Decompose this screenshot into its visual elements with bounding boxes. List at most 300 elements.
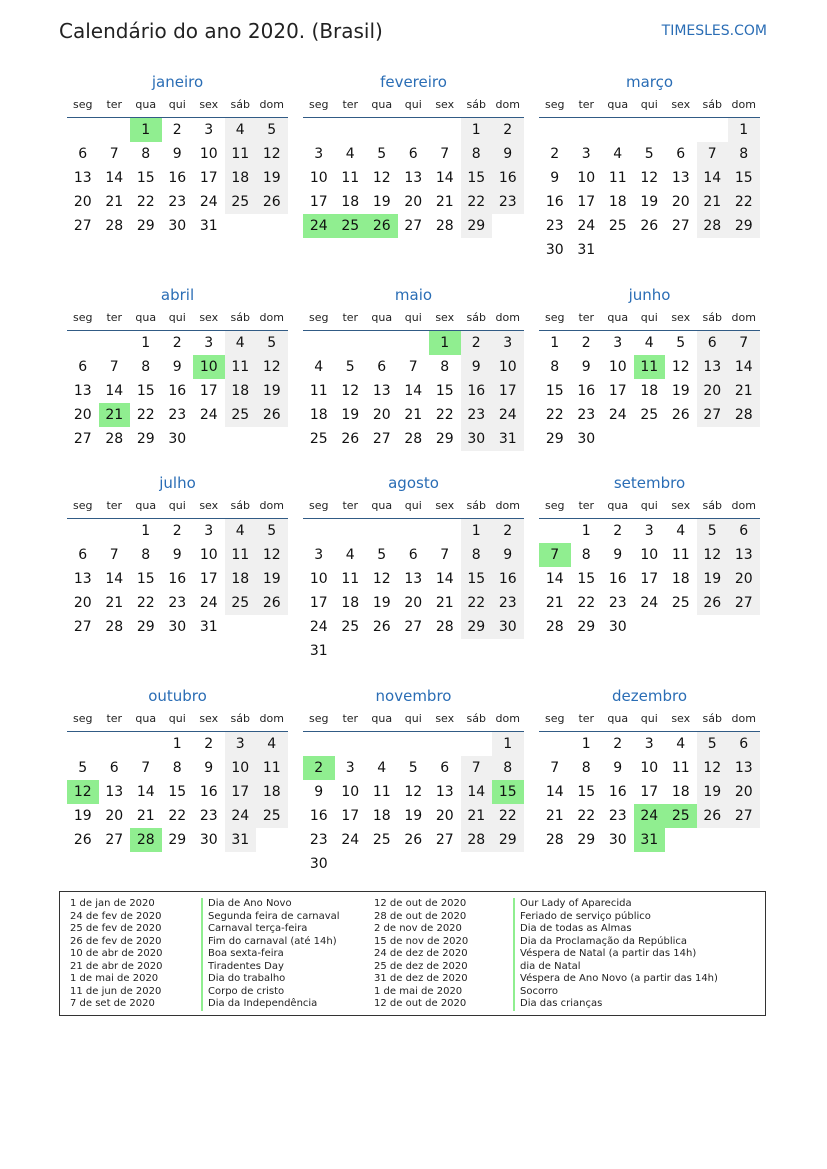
day-cell: 16 <box>608 784 627 800</box>
day-cell: 14 <box>461 780 493 804</box>
legend-holiday-name: Fim do carnaval (até 14h) <box>201 936 340 949</box>
day-cell: 12 <box>256 543 288 567</box>
legend-holiday-name: Corpo de cristo <box>201 986 340 999</box>
day-cell: 29 <box>461 615 493 639</box>
weekday-label: seg <box>73 712 93 725</box>
day-cell: 21 <box>435 595 454 611</box>
day-cell: 30 <box>545 242 564 258</box>
day-cell: 27 <box>73 218 92 234</box>
weekday-label: seg <box>545 712 565 725</box>
day-cell: 4 <box>256 732 288 756</box>
day-cell: 4 <box>345 146 355 162</box>
day-cell: 19 <box>404 808 423 824</box>
day-cell: 5 <box>408 760 418 776</box>
holiday-day-cell: 11 <box>634 355 666 379</box>
day-cell: 27 <box>404 218 423 234</box>
day-cell: 18 <box>309 407 328 423</box>
day-cell: 31 <box>199 218 218 234</box>
day-cell: 11 <box>225 355 257 379</box>
day-cell: 14 <box>105 571 124 587</box>
day-cell: 11 <box>671 760 690 776</box>
day-cell: 14 <box>404 383 423 399</box>
legend-holiday-name: Dia do trabalho <box>201 973 340 986</box>
holiday-day-cell: 15 <box>492 780 524 804</box>
day-cell: 11 <box>341 571 360 587</box>
day-cell: 31 <box>199 619 218 635</box>
month-julho <box>67 472 288 639</box>
weekday-header <box>303 707 524 732</box>
day-cell: 7 <box>109 547 119 563</box>
day-cell: 29 <box>461 214 493 238</box>
day-cell: 21 <box>105 194 124 210</box>
day-cell: 16 <box>461 379 493 403</box>
day-cell: 26 <box>697 591 729 615</box>
month-name: outubro <box>148 687 207 705</box>
legend-date: 15 de nov de 2020 <box>374 935 469 947</box>
day-cell: 4 <box>676 736 686 752</box>
month-outubro <box>67 685 288 852</box>
day-grid <box>67 519 288 639</box>
weekday-label: qui <box>640 311 658 324</box>
month-name: janeiro <box>151 73 204 91</box>
weekday-label: sex <box>435 98 455 111</box>
day-cell: 23 <box>608 808 627 824</box>
day-cell: 28 <box>728 403 760 427</box>
weekday-label: ter <box>106 499 123 512</box>
legend-dates-column-1 <box>70 898 162 1011</box>
weekday-label: qui <box>168 712 186 725</box>
day-cell: 7 <box>440 547 450 563</box>
day-cell: 5 <box>644 146 654 162</box>
day-cell: 18 <box>256 780 288 804</box>
day-cell: 25 <box>225 591 257 615</box>
weekday-label: dom <box>495 499 520 512</box>
weekday-label: sáb <box>466 499 486 512</box>
day-cell: 21 <box>545 808 564 824</box>
day-cell: 15 <box>577 784 596 800</box>
day-cell: 9 <box>172 146 182 162</box>
day-cell: 20 <box>105 808 124 824</box>
day-cell: 17 <box>199 383 218 399</box>
day-cell: 4 <box>613 146 623 162</box>
empty-cell <box>539 519 571 543</box>
weekday-label: sáb <box>466 98 486 111</box>
day-cell: 21 <box>545 595 564 611</box>
day-cell: 16 <box>168 170 187 186</box>
day-cell: 27 <box>372 431 391 447</box>
day-cell: 25 <box>640 407 659 423</box>
day-cell: 8 <box>581 547 591 563</box>
weekday-label: seg <box>309 98 329 111</box>
weekday-label: ter <box>342 499 359 512</box>
weekday-label: sáb <box>230 311 250 324</box>
weekday-label: seg <box>73 98 93 111</box>
day-cell: 2 <box>461 331 493 355</box>
empty-cell <box>366 519 398 543</box>
day-cell: 23 <box>168 407 187 423</box>
empty-cell <box>398 118 430 142</box>
month-novembro <box>303 685 524 876</box>
weekday-label: qua <box>607 499 629 512</box>
day-cell: 1 <box>550 335 560 351</box>
day-cell: 9 <box>314 784 324 800</box>
day-cell: 2 <box>204 736 214 752</box>
day-cell: 26 <box>671 407 690 423</box>
day-cell: 20 <box>372 407 391 423</box>
legend-date: 7 de set de 2020 <box>70 998 155 1009</box>
weekday-label: dom <box>731 712 756 725</box>
day-cell: 23 <box>545 218 564 234</box>
day-cell: 16 <box>168 571 187 587</box>
empty-cell <box>429 519 461 543</box>
day-cell: 29 <box>168 832 187 848</box>
empty-cell <box>429 118 461 142</box>
weekday-header <box>67 93 288 118</box>
day-cell: 10 <box>309 170 328 186</box>
day-cell: 23 <box>309 832 328 848</box>
empty-cell <box>99 732 131 756</box>
legend-date: 10 de abr de 2020 <box>70 948 163 959</box>
day-cell: 4 <box>314 359 324 375</box>
day-cell: 6 <box>440 760 450 776</box>
holiday-legend <box>59 891 766 1016</box>
day-cell: 5 <box>256 331 288 355</box>
day-cell: 31 <box>577 242 596 258</box>
day-cell: 9 <box>172 547 182 563</box>
month-setembro <box>539 472 760 639</box>
weekday-label: qua <box>135 98 157 111</box>
legend-date: 1 de mai de 2020 <box>374 985 463 997</box>
day-cell: 12 <box>697 543 729 567</box>
month-name: novembro <box>375 687 452 705</box>
weekday-header <box>303 494 524 519</box>
day-cell: 11 <box>225 543 257 567</box>
day-cell: 16 <box>199 784 218 800</box>
weekday-label: sáb <box>230 98 250 111</box>
day-cell: 6 <box>408 146 418 162</box>
weekday-label: qua <box>607 98 629 111</box>
day-cell: 23 <box>577 407 596 423</box>
day-cell: 7 <box>697 142 729 166</box>
day-cell: 14 <box>545 784 564 800</box>
day-cell: 19 <box>697 567 729 591</box>
day-cell: 15 <box>136 170 155 186</box>
day-cell: 17 <box>225 780 257 804</box>
day-grid <box>539 732 760 852</box>
weekday-label: qua <box>607 311 629 324</box>
day-cell: 11 <box>341 170 360 186</box>
weekday-label: qui <box>404 712 422 725</box>
day-cell: 9 <box>613 547 623 563</box>
day-cell: 30 <box>168 431 187 447</box>
day-cell: 4 <box>644 335 654 351</box>
holiday-day-cell: 28 <box>130 828 162 852</box>
empty-cell <box>99 519 131 543</box>
legend-holiday-name: Dia da Proclamação da República <box>513 936 718 949</box>
day-cell: 30 <box>608 832 627 848</box>
weekday-label: qui <box>404 311 422 324</box>
month-janeiro <box>67 71 288 238</box>
day-cell: 17 <box>640 784 659 800</box>
day-cell: 21 <box>404 407 423 423</box>
weekday-label: qua <box>371 499 393 512</box>
empty-cell <box>130 732 162 756</box>
weekday-label: qui <box>168 311 186 324</box>
weekday-header <box>539 93 760 118</box>
day-cell: 17 <box>341 808 360 824</box>
day-cell: 22 <box>577 595 596 611</box>
day-cell: 24 <box>199 407 218 423</box>
legend-holiday-name: Dia de todas as Almas <box>513 923 718 936</box>
day-cell: 17 <box>640 571 659 587</box>
day-cell: 22 <box>577 808 596 824</box>
day-grid <box>539 331 760 451</box>
holiday-day-cell: 25 <box>665 804 697 828</box>
legend-holiday-name: Boa sexta-feira <box>201 948 340 961</box>
weekday-label: sáb <box>702 712 722 725</box>
day-cell: 26 <box>256 591 288 615</box>
day-cell: 23 <box>168 194 187 210</box>
day-cell: 1 <box>172 736 182 752</box>
day-cell: 20 <box>404 194 423 210</box>
weekday-label: sáb <box>230 712 250 725</box>
day-cell: 20 <box>404 595 423 611</box>
weekday-label: dom <box>495 98 520 111</box>
weekday-label: sex <box>199 311 219 324</box>
holiday-day-cell: 2 <box>303 756 335 780</box>
day-cell: 16 <box>577 383 596 399</box>
day-cell: 24 <box>608 407 627 423</box>
weekday-label: dom <box>495 311 520 324</box>
day-cell: 30 <box>199 832 218 848</box>
day-cell: 15 <box>461 567 493 591</box>
empty-cell <box>366 331 398 355</box>
month-abril <box>67 284 288 451</box>
day-cell: 27 <box>435 832 454 848</box>
day-cell: 30 <box>461 427 493 451</box>
month-name: agosto <box>388 474 439 492</box>
day-cell: 14 <box>105 170 124 186</box>
day-cell: 15 <box>435 383 454 399</box>
legend-holiday-name: Socorro <box>513 986 718 999</box>
day-cell: 3 <box>644 523 654 539</box>
day-cell: 28 <box>105 218 124 234</box>
day-cell: 12 <box>256 355 288 379</box>
weekday-label: dom <box>731 98 756 111</box>
weekday-label: dom <box>259 499 284 512</box>
holiday-day-cell: 1 <box>429 331 461 355</box>
day-cell: 14 <box>728 355 760 379</box>
day-cell: 14 <box>105 383 124 399</box>
empty-cell <box>366 118 398 142</box>
holiday-day-cell: 21 <box>99 403 131 427</box>
legend-holiday-name: dia de Natal <box>513 961 718 974</box>
day-cell: 18 <box>341 194 360 210</box>
day-cell: 19 <box>640 194 659 210</box>
weekday-header <box>67 707 288 732</box>
empty-cell <box>335 118 367 142</box>
day-cell: 4 <box>345 547 355 563</box>
day-cell: 18 <box>225 567 257 591</box>
weekday-label: sex <box>671 311 691 324</box>
day-cell: 11 <box>372 784 391 800</box>
day-cell: 21 <box>461 804 493 828</box>
day-cell: 19 <box>256 166 288 190</box>
weekday-label: qui <box>640 499 658 512</box>
weekday-label: sáb <box>466 311 486 324</box>
day-cell: 25 <box>225 190 257 214</box>
weekday-label: ter <box>578 499 595 512</box>
day-cell: 22 <box>435 407 454 423</box>
weekday-label: qui <box>168 499 186 512</box>
day-cell: 23 <box>199 808 218 824</box>
month-dezembro <box>539 685 760 852</box>
legend-holiday-name: Dia das crianças <box>513 998 718 1011</box>
weekday-header <box>539 494 760 519</box>
day-cell: 20 <box>697 379 729 403</box>
day-cell: 8 <box>172 760 182 776</box>
empty-cell <box>67 118 99 142</box>
day-cell: 8 <box>141 146 151 162</box>
weekday-label: sex <box>199 499 219 512</box>
month-name: junho <box>628 286 671 304</box>
empty-cell <box>67 732 99 756</box>
legend-names-column-2 <box>513 898 718 1011</box>
day-cell: 4 <box>225 118 257 142</box>
day-cell: 26 <box>640 218 659 234</box>
day-cell: 26 <box>256 190 288 214</box>
legend-holiday-name: Our Lady of Aparecida <box>513 898 718 911</box>
weekday-label: sáb <box>230 499 250 512</box>
day-cell: 30 <box>492 615 524 639</box>
day-cell: 7 <box>109 146 119 162</box>
legend-holiday-name: Dia da Independência <box>201 998 340 1011</box>
legend-date: 21 de abr de 2020 <box>70 960 163 972</box>
empty-cell <box>303 331 335 355</box>
day-cell: 13 <box>728 543 760 567</box>
day-cell: 13 <box>73 170 92 186</box>
day-cell: 13 <box>73 571 92 587</box>
day-cell: 5 <box>676 335 686 351</box>
empty-cell <box>366 732 398 756</box>
empty-cell <box>461 732 493 756</box>
day-cell: 13 <box>372 383 391 399</box>
day-cell: 28 <box>545 832 564 848</box>
day-cell: 2 <box>172 523 182 539</box>
weekday-label: dom <box>259 311 284 324</box>
day-cell: 25 <box>608 218 627 234</box>
day-cell: 28 <box>545 619 564 635</box>
day-cell: 20 <box>73 194 92 210</box>
day-cell: 27 <box>671 218 690 234</box>
day-cell: 1 <box>581 736 591 752</box>
month-name: fevereiro <box>380 73 447 91</box>
weekday-header <box>67 306 288 331</box>
day-cell: 21 <box>697 190 729 214</box>
day-cell: 29 <box>728 214 760 238</box>
day-grid <box>303 118 524 238</box>
day-cell: 2 <box>492 118 524 142</box>
day-cell: 26 <box>404 832 423 848</box>
day-cell: 25 <box>225 403 257 427</box>
day-cell: 15 <box>461 166 493 190</box>
weekday-label: ter <box>578 98 595 111</box>
weekday-label: ter <box>342 98 359 111</box>
day-cell: 10 <box>492 355 524 379</box>
day-cell: 3 <box>581 146 591 162</box>
legend-holiday-name: Carnaval terça-feira <box>201 923 340 936</box>
weekday-label: ter <box>578 311 595 324</box>
day-cell: 3 <box>204 523 214 539</box>
day-cell: 24 <box>309 619 328 635</box>
day-cell: 10 <box>577 170 596 186</box>
day-cell: 16 <box>492 166 524 190</box>
weekday-label: ter <box>342 712 359 725</box>
day-cell: 22 <box>461 190 493 214</box>
holiday-day-cell: 24 <box>634 804 666 828</box>
day-cell: 25 <box>341 619 360 635</box>
weekday-label: sex <box>199 712 219 725</box>
day-cell: 18 <box>225 379 257 403</box>
day-cell: 8 <box>550 359 560 375</box>
day-cell: 6 <box>676 146 686 162</box>
weekday-label: seg <box>309 712 329 725</box>
weekday-label: qui <box>404 98 422 111</box>
weekday-label: ter <box>106 712 123 725</box>
weekday-label: sex <box>671 98 691 111</box>
day-cell: 29 <box>577 832 596 848</box>
day-cell: 26 <box>697 804 729 828</box>
legend-date: 12 de out de 2020 <box>374 898 467 909</box>
day-cell: 15 <box>545 383 564 399</box>
empty-cell <box>539 118 571 142</box>
day-cell: 4 <box>377 760 387 776</box>
day-cell: 28 <box>697 214 729 238</box>
day-cell: 6 <box>728 732 760 756</box>
legend-date: 11 de jun de 2020 <box>70 985 162 997</box>
day-cell: 21 <box>435 194 454 210</box>
weekday-label: dom <box>495 712 520 725</box>
day-cell: 29 <box>136 619 155 635</box>
day-cell: 12 <box>697 756 729 780</box>
day-cell: 23 <box>492 591 524 615</box>
legend-holiday-name: Tiradentes Day <box>201 961 340 974</box>
legend-dates-column-2 <box>374 898 468 1011</box>
day-grid <box>539 118 760 262</box>
weekday-label: seg <box>545 98 565 111</box>
month-agosto <box>303 472 524 663</box>
day-cell: 20 <box>728 567 760 591</box>
day-cell: 7 <box>461 756 493 780</box>
day-cell: 18 <box>608 194 627 210</box>
day-cell: 18 <box>671 784 690 800</box>
day-cell: 5 <box>256 118 288 142</box>
brand-link[interactable]: TIMESLES.COM <box>661 23 767 39</box>
day-cell: 22 <box>545 407 564 423</box>
day-cell: 20 <box>435 808 454 824</box>
day-cell: 20 <box>671 194 690 210</box>
weekday-label: qua <box>135 712 157 725</box>
day-cell: 17 <box>199 571 218 587</box>
day-cell: 10 <box>341 784 360 800</box>
day-cell: 30 <box>168 619 187 635</box>
day-cell: 8 <box>461 543 493 567</box>
day-cell: 14 <box>545 571 564 587</box>
day-cell: 14 <box>136 784 155 800</box>
day-cell: 15 <box>168 784 187 800</box>
day-cell: 13 <box>73 383 92 399</box>
day-cell: 9 <box>461 355 493 379</box>
